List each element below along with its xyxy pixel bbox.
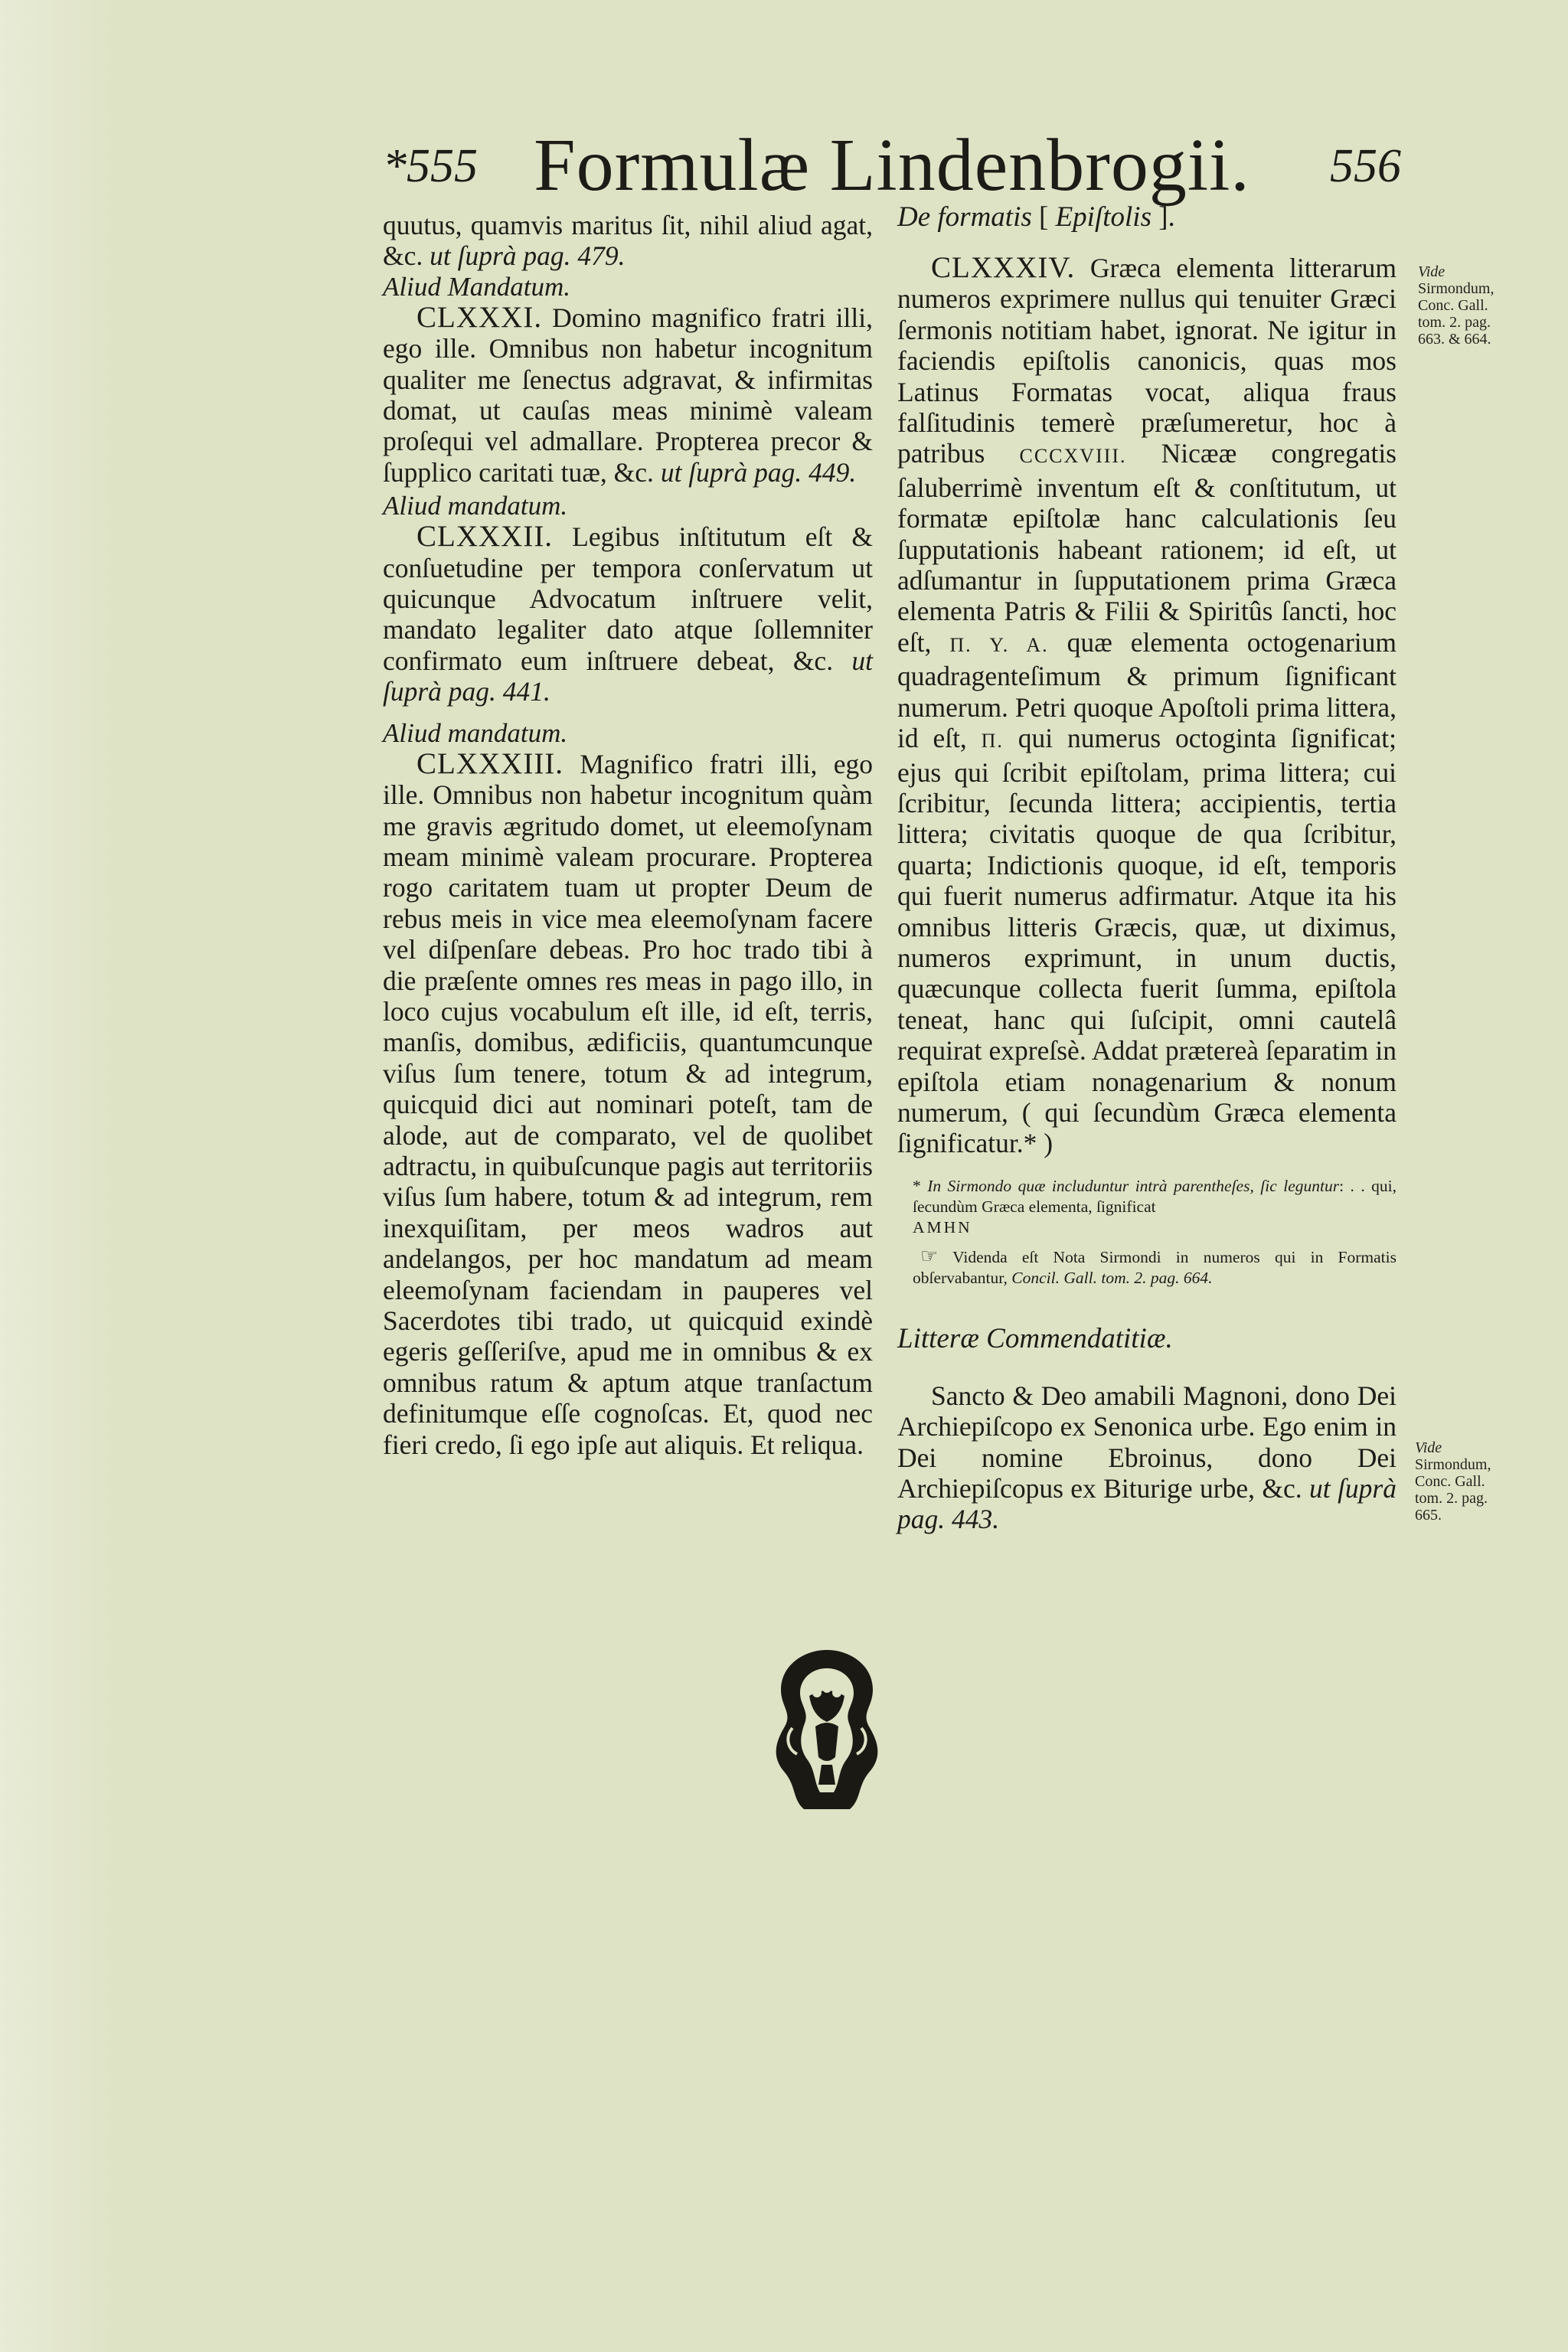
section-heading: De formatis [ Epiſtolis ].	[897, 201, 1175, 233]
section-heading: Aliud mandatum.	[383, 491, 568, 521]
footnote-sirmond: * In Sirmondo quæ includuntur intrà parentheſes, ſic leguntur: . . qui, ſecundùm Græca elementa, ſignificat ΑΜΗΝ	[913, 1176, 1396, 1236]
cross-reference: ut ſuprà pag. 479.	[430, 240, 626, 272]
formula-clxxxi: CLXXXI. Domino magnifico fratri illi, ego ille. Omnibus non habetur incognitum qualiter me ſenectus adgravat, & infirmitas domat, ut cauſas meas minimè valeam proſequi vel admallare. Propterea precor & ſupplico caritati tuæ, &c. ut ſuprà pag. 449.	[383, 300, 873, 488]
pointing-hand-icon: ☞	[920, 1244, 939, 1267]
scan-edge	[0, 0, 115, 2352]
marginal-note: Vide Sirmondum, Conc. Gall. tom. 2. pag. 665.	[1415, 1439, 1491, 1524]
formula-clxxxii: CLXXXII. Legibus inſtitutum eſt & conſuetudine per tempora conſervatum ut quicunque Advocatum inſtruere velit, mandato legaliter dato atque ſollemniter confirmato eum inſtruere debeat, &c. ut ſuprà pag. 441.	[383, 520, 873, 707]
section-heading: Aliud Mandatum.	[383, 271, 570, 302]
litterae-commendatitiae: Sancto & Deo amabili Magnoni, dono Dei Archiepiſcopo ex Senonica urbe. Ego enim in Dei nomine Ebroinus, dono Dei Archiepiſcopus ex Biturige urbe, &c. ut ſuprà pag. 443.	[897, 1380, 1396, 1535]
running-title: Formulæ Lindenbrogii.	[534, 124, 1250, 207]
section-heading: Litteræ Commendatitiæ.	[897, 1322, 1173, 1354]
footnotes	[897, 1176, 1396, 1289]
cross-reference: ut ſuprà pag. 449.	[660, 456, 857, 488]
page-number-right: 556	[1330, 140, 1401, 192]
page-number-left: *555	[383, 140, 478, 192]
page-header	[383, 122, 1401, 207]
footnote-note: ☞ Videnda eſt Nota Sirmondi in numeros qui in Formatis obſervabantur, Concil. Gall. tom. 2. pag. 664.	[913, 1244, 1396, 1287]
section-heading: Aliud mandatum.	[383, 717, 568, 748]
marginal-note: Vide Sirmondum, Conc. Gall. tom. 2. pag. 663. & 664.	[1418, 263, 1494, 348]
right-column	[897, 202, 1396, 1535]
cross-reference: ut ſuprà pag. 441.	[383, 645, 873, 707]
formula-number: CLXXXII.	[416, 520, 554, 554]
paragraph-continued: quutus, quamvis maritus ſit, nihil aliud agat, &c. ut ſuprà pag. 479.	[383, 210, 873, 272]
vase-ornament-icon	[762, 1642, 892, 1818]
formula-number: CLXXXIII.	[416, 746, 564, 780]
formula-clxxxiii: CLXXXIII. Magnifico fratri illi, ego ille. Omnibus non habetur incognitum quàm me gravis ægritudo domet, ut eleemoſynam meam minimè valeam procurare. Propterea rogo caritatem tuam ut propter Deum de rebus meis in vice mea eleemoſynam facere vel diſpenſare debeas. Pro hoc trado tibi à die præſente omnes res meas in pago illo, in loco cujus vocabulum eſt ille, id eſt, terris, manſis, domibus, ædificiis, quantumcunque viſus ſum tenere, totum & ad integrum, quicquid dici aut nominari poteſt, tam de alode, aut de comparato, vel de quolibet adtractu, in quibuſcunque pagis aut territoriis viſus ſum habere, totum & ad integrum, rem inexquiſitam, per meos wadros aut andelangos, per hoc mandatum ad meam eleemoſynam faciendam in pauperes vel Sacerdotes tibi trado, ut quicquid exindè egeris geſſeriſve, apud me in omnibus & ex omnibus ratum & aptum atque tranſactum definitumque eſſe cognoſcas. Et, quod nec fieri credo, ſi ego ipſe aut aliquis. Et reliqua.	[383, 746, 873, 1460]
formula-number: CLXXXIV.	[931, 251, 1076, 284]
formula-clxxxiv: CLXXXIV. Græca elementa litterarum numeros exprimere nullus qui tenuiter Græci ſermonis notitiam habet, ignorat. Ne igitur in faciendis epiſtolis canonicis, quas mos Latinus Formatas vocat, aliqua fraus falſitudinis temerè præſumeretur, hoc à patribus CCCXVIII. Nicææ congregatis ſaluberrimè inventum eſt & conſtitutum, ut formatæ epiſtolæ hanc calculationis ſeu ſupputationis habeant rationem; id eſt, ut adſumantur in ſupputationem prima Græca elementa Patris & Filii & Spiritûs ſancti, hoc eſt, Π. Υ. Α. quæ elementa octogenarium quadragenteſimum & primum ſignificant numerum. Petri quoque Apoſtoli prima littera, id eſt, Π. qui numerus octoginta ſignificat; ejus qui ſcribit epiſtolam, prima littera; cui ſcribitur, ſecunda littera; accipientis, tertia littera; civitatis quoque de qua ſcribitur, quarta; Indictionis quoque, id eſt, temporis qui fuerit numerus adfirmatur. Atque ita his omnibus litteris Græcis, quæ, ut diximus, numeros exprimunt, in unum ductis, quæcunque collecta fuerit ſumma, epiſtola teneat, hanc qui ſuſcipit, omni cautelâ requirat expreſsè. Addat prætereà ſeparatim in epiſtola etiam nonagenarium & nonum numerum, ( qui ſecundùm Græca elementa ſignificatur.* )	[897, 251, 1397, 1159]
formula-number: CLXXXI.	[416, 300, 543, 334]
left-column	[383, 210, 873, 1460]
cross-reference: ut ſuprà pag. 443.	[897, 1473, 1396, 1535]
